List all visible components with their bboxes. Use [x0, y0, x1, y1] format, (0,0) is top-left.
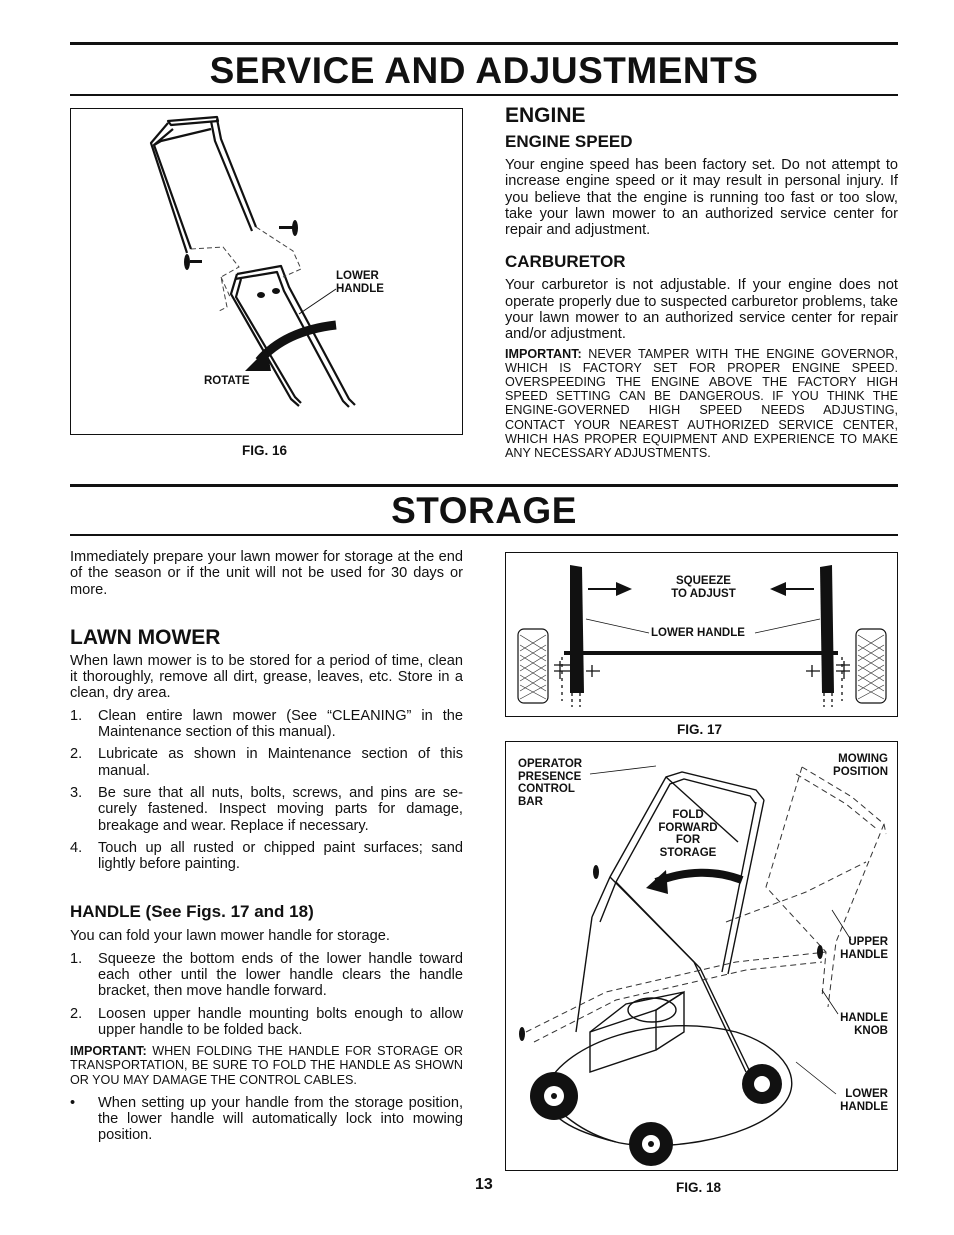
engine-speed-heading: ENGINE SPEED — [505, 132, 633, 151]
carburetor-heading: CARBURETOR — [505, 252, 626, 272]
fig18-label-upper-handle: UPPER HANDLE — [840, 936, 888, 961]
handle-steps — [70, 951, 463, 1038]
fig18-label-fold: FOLD FORWARD FOR STORAGE — [658, 809, 718, 859]
title-rule — [70, 94, 898, 96]
engine-section — [505, 104, 898, 460]
top-rule — [70, 42, 898, 45]
page-number: 13 — [475, 1176, 493, 1193]
storage-title: STORAGE — [391, 490, 577, 531]
lawn-mower-heading: LAWN MOWER — [70, 625, 221, 649]
list-item: 1. Clean entire lawn mower (See “CLEANING” in the Maintenance section of this manual). — [70, 707, 463, 741]
fig16-caption: FIG. 16 — [242, 443, 288, 458]
list-item: 1. Squeeze the bottom ends of the lower handle toward each other until the lower handle clears the handle bracket, then move handle forward. — [70, 950, 463, 1000]
handle-text: You can fold your lawn mower handle for storage. — [70, 928, 390, 945]
fig16-drawing — [71, 109, 461, 433]
storage-bullet-list — [70, 1095, 463, 1144]
important-text: NEVER TAMPER WITH THE ENGINE GOVERNOR, WHICH IS FACTORY SET FOR PROPER ENGINE SPEED. OVERSPEEDING THE ENGINE ABOVE THE FACTORY HIGH SPEED SETTING CAN BE DANGEROUS. IF YOU THINK THE ENGINE-GOVERNED HIGH SPEED NEEDS ADJUSTING, CONTACT YOUR NEAREST AUTHORIZED SERVICE CENTER, WHICH HAS PROPER EQUIPMENT AND EXPERIENCE TO MAKE ANY NECESSARY ADJUSTMENTS. — [505, 346, 898, 461]
engine-important-note — [505, 347, 898, 461]
handle-heading: HANDLE (See Figs. 17 and 18) — [70, 902, 314, 922]
carburetor-text: Your carburetor is not adjustable. If your engine does not operate properly due to suspected carburetor problems, take your lawn mower to an authorized service center for repair and/or adjustment. — [505, 277, 898, 343]
fig17-frame — [505, 552, 898, 717]
fig18-label-handle-knob: HANDLE KNOB — [840, 1012, 888, 1037]
page-title: SERVICE AND ADJUSTMENTS — [209, 50, 759, 91]
fig17-caption: FIG. 17 — [677, 722, 723, 737]
list-item: 4. Touch up all rusted or chipped paint surfaces; sand lightly before painting. — [70, 839, 463, 873]
lawn-mower-steps — [70, 708, 463, 873]
fig18-frame — [505, 741, 898, 1171]
fig17-label-lower-handle: LOWER HANDLE — [651, 627, 745, 639]
engine-heading: ENGINE — [505, 104, 586, 127]
list-item: • When setting up your handle from the storage position, the lower handle will automatically lock into mowing position. — [70, 1094, 463, 1144]
engine-speed-text: Your engine speed has been factory set. Do not attempt to increase engine speed or it may result in personal injury. If you believe that the engine is running too fast or too slow, take your lawn mower to an authorized service center for repair and adjustment. — [505, 157, 898, 239]
fig18-label-opc: OPERATOR PRESENCE CONTROL BAR — [518, 758, 583, 808]
storage-intro: Immediately prepare your lawn mower for storage at the end of the season or if the unit will not be used for 30 days or more. — [70, 549, 463, 598]
fig16-label-rotate: ROTATE — [204, 375, 250, 387]
fig16-label-lower-handle: LOWER HANDLE — [336, 270, 384, 295]
storage-important-note: IMPORTANT: WHEN FOLDING THE HANDLE FOR STORAGE OR TRANSPORTATION, BE SURE TO FOLD THE HANDLE AS SHOWN OR YOU MAY DAMAGE THE CONTROL CABLES. — [70, 1044, 463, 1087]
fig18-label-mowing: MOWING POSITION — [833, 753, 888, 778]
list-item: 2. Loosen upper handle mounting bolts enough to allow upper handle to be folded back. — [70, 1005, 463, 1038]
fig17-label-squeeze: SQUEEZE TO ADJUST — [671, 575, 736, 600]
list-item: 3. Be sure that all nuts, bolts, screws, and pins are se-curely fastened. Inspect moving parts for damage, breakage and wear. Replace if necessary. — [70, 784, 463, 834]
storage-bottom-rule — [70, 534, 898, 536]
lawn-mower-text: When lawn mower is to be stored for a period of time, clean it thoroughly, remove all dirt, grease, leaves, etc. Store in a clean, dry area. — [70, 652, 463, 702]
important-label: IMPORTANT: — [505, 346, 582, 361]
fig16-frame — [70, 108, 463, 435]
storage-left-column — [70, 549, 463, 1150]
fig18-label-lower-handle: LOWER HANDLE — [840, 1088, 888, 1113]
fig18-caption: FIG. 18 — [676, 1180, 722, 1195]
list-item: 2. Lubricate as shown in Maintenance section of this manual. — [70, 746, 463, 779]
storage-top-rule — [70, 484, 898, 487]
